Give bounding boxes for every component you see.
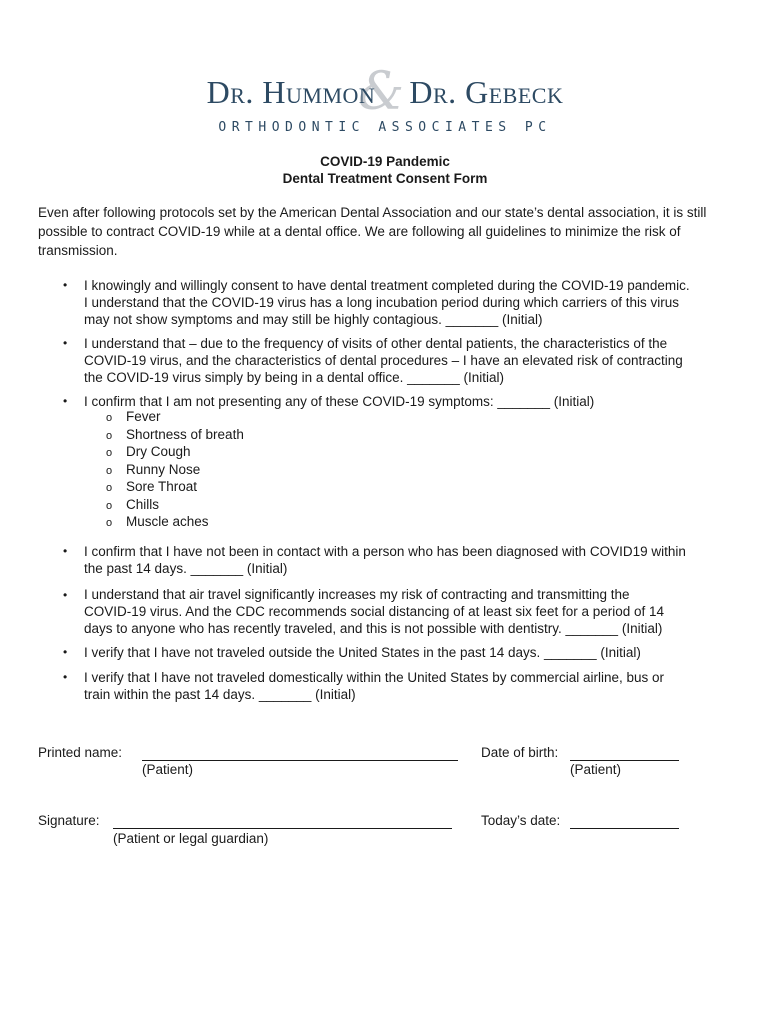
signature-line[interactable]	[113, 828, 452, 829]
logo-name-right: Dr. Gebeck	[409, 74, 564, 110]
consent-item-2	[84, 335, 704, 386]
bullet-1: •	[63, 278, 68, 292]
symptom-label: Runny Nose	[126, 461, 201, 477]
consent-item-4-line: I confirm that I have not been in contact with a person who has been diagnosed with COVID19 within	[84, 544, 686, 559]
bullet-5: •	[63, 588, 68, 602]
consent-item-6	[84, 644, 704, 661]
dob-label: Date of birth:	[481, 745, 559, 760]
signature-label: Signature:	[38, 813, 100, 828]
dob-line[interactable]	[570, 760, 679, 761]
logo-ampersand: &	[357, 62, 405, 122]
consent-item-5-line: days to anyone who has recently traveled, and this is not possible with dentistry. _______ (Initial)	[84, 621, 663, 636]
logo-wordmark	[206, 62, 564, 122]
bullet-4: •	[63, 544, 68, 558]
symptom-bullet: o	[106, 499, 113, 512]
todays-date-line[interactable]	[570, 828, 679, 829]
symptom-label: Sore Throat	[126, 479, 198, 494]
consent-item-6-line: I verify that I have not traveled outside the United States in the past 14 days. _______ (Initial)	[84, 645, 641, 660]
intro-paragraph: Even after following protocols set by the American Dental Association and our state’s dental association, it is still possible to contract COVID-19 while at a dental office. We are following all guidelines to minimize the risk of transmission.	[38, 205, 707, 258]
form-title-line2: Dental Treatment Consent Form	[282, 171, 488, 186]
logo-name-left: Dr. Hummon	[206, 74, 376, 110]
symptom-label: Fever	[126, 409, 161, 424]
printed-name-line[interactable]	[142, 760, 458, 761]
symptom-item	[106, 444, 244, 462]
symptom-label: Dry Cough	[126, 444, 191, 459]
consent-item-1-line: I understand that the COVID-19 virus has a long incubation period during which carriers of this virus	[84, 295, 680, 310]
symptom-bullet: o	[106, 429, 113, 442]
symptom-bullet: o	[106, 482, 113, 494]
logo-subtitle: ORTHODONTIC ASSOCIATES PC	[218, 120, 552, 135]
consent-item-1-line: I knowingly and willingly consent to have dental treatment completed during the COVID-19 pandemic.	[84, 278, 690, 293]
dob-sublabel: (Patient)	[570, 762, 622, 777]
bullet-3: •	[63, 394, 68, 408]
consent-item-5-line: COVID-19 virus. And the CDC recommends social distancing of at least six feet for a period of 14	[84, 604, 665, 619]
consent-item-2-line: COVID-19 virus, and the characteristics of dental procedures – I have an elevated risk of contracting	[84, 353, 683, 368]
consent-item-4-line: the past 14 days. _______ (Initial)	[84, 561, 288, 576]
consent-item-2-line: the COVID-19 virus simply by being in a dental office. _______ (Initial)	[84, 370, 504, 385]
symptom-item	[106, 427, 244, 445]
symptom-bullet: o	[106, 447, 113, 459]
consent-item-4	[84, 543, 704, 577]
symptom-label: Muscle aches	[126, 514, 209, 529]
consent-item-1	[84, 277, 704, 328]
printed-name-sublabel: (Patient)	[142, 762, 194, 777]
symptom-item	[106, 497, 244, 515]
symptom-list	[106, 409, 244, 532]
consent-item-3-line: I confirm that I am not presenting any of these COVID-19 symptoms: _______ (Initial)	[84, 394, 595, 409]
symptom-item	[106, 409, 244, 427]
consent-item-3	[84, 393, 704, 410]
symptom-bullet: o	[106, 412, 113, 424]
symptom-item	[106, 514, 244, 532]
bullet-6: •	[63, 645, 68, 659]
consent-item-7-line: train within the past 14 days. _______ (Initial)	[84, 687, 356, 702]
bullet-2: •	[63, 336, 68, 350]
consent-item-7	[84, 669, 704, 703]
consent-item-7-line: I verify that I have not traveled domestically within the United States by commercial airline, bus or	[84, 670, 665, 685]
consent-item-1-line: may not show symptoms and may still be highly contagious. _______ (Initial)	[84, 312, 543, 327]
todays-date-label: Today’s date:	[481, 813, 561, 828]
symptom-bullet: o	[106, 517, 113, 529]
symptom-label: Chills	[126, 496, 160, 512]
printed-name-label: Printed name:	[38, 745, 123, 760]
symptom-item	[106, 462, 244, 480]
symptom-bullet: o	[106, 464, 113, 477]
practice-logo	[0, 62, 770, 135]
symptom-item	[106, 479, 244, 497]
consent-item-5	[84, 586, 704, 637]
bullet-7: •	[63, 670, 68, 684]
signature-sublabel: (Patient or legal guardian)	[113, 831, 269, 846]
symptom-label: Shortness of breath	[126, 426, 244, 442]
form-title-line1: COVID-19 Pandemic	[320, 154, 450, 169]
consent-item-2-line: I understand that – due to the frequency of visits of other dental patients, the characteristics of the	[84, 336, 668, 351]
consent-item-5-line: I understand that air travel significantly increases my risk of contracting and transmitting the	[84, 587, 630, 602]
